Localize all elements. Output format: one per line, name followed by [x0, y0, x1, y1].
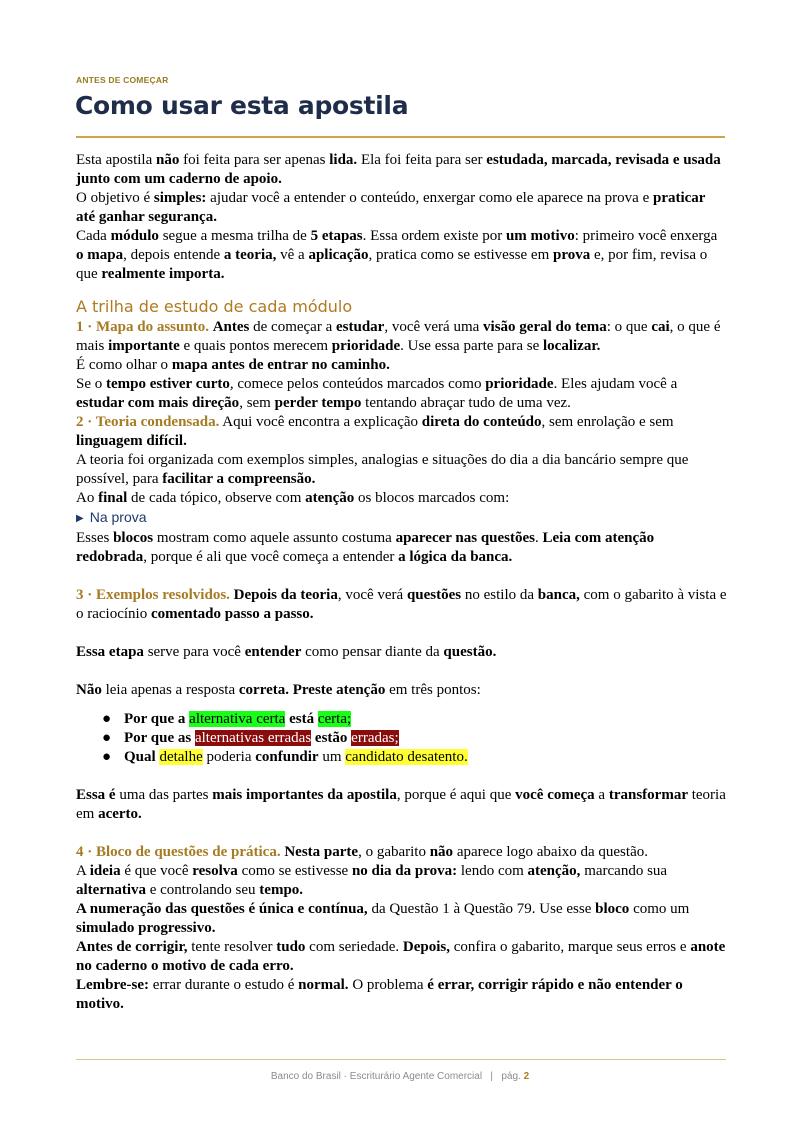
triangle-right-icon: ▶ [76, 513, 84, 524]
step4-paragraph-3: A numeração das questões é única e contínua, da Questão 1 à Questão 79. Use esse bloco como um simulado progressivo. [76, 901, 690, 936]
footer-text: Banco do Brasil · Escriturário Agente Comercial [270, 1071, 483, 1082]
title-divider [76, 136, 725, 138]
step2-paragraph-4: Esses blocos mostram como aquele assunto costuma aparecer nas questões. Leia com atenção redobrada, porque é ali que você começa a entender a lógica da banca. [76, 530, 655, 565]
step3-paragraph-3: Não leia apenas a resposta correta. Preste atenção em três pontos: [76, 682, 481, 698]
step4-paragraph-5: Lembre-se: errar durante o estudo é normal. O problema é errar, corrigir rápido e não entender o motivo. [76, 977, 683, 1012]
page-content [76, 151, 728, 1014]
step4-text-1: Nesta parte, o gabarito não aparece logo abaixo da questão. [284, 844, 648, 860]
step2-label: 2 · Teoria condensada. [76, 414, 220, 430]
step4-paragraph-4: Antes de corrigir, tente resolver tudo com seriedade. Depois, confira o gabarito, marque seus erros e anote no caderno o motivo de cada erro. [76, 939, 726, 974]
step1-paragraph-3: Se o tempo estiver curto, comece pelos conteúdos marcados como prioridade. Eles ajudam você a estudar com mais direção, sem perder tempo tentando abraçar tudo de uma vez. [76, 376, 678, 411]
attention-points-list [76, 710, 728, 767]
step3-paragraph-4: Essa é uma das partes mais importantes da apostila, porque é aqui que você começa a transformar teoria em acerto. [76, 787, 726, 822]
step2-paragraph-2: A teoria foi organizada com exemplos simples, analogias e situações do dia a dia bancário sempre que possível, para facilitar a compreensão. [76, 452, 689, 487]
step1-paragraph-2: É como olhar o mapa antes de entrar no caminho. [76, 357, 390, 373]
step2-paragraph-3: Ao final de cada tópico, observe com atenção os blocos marcados com: [76, 490, 510, 506]
step3-text-1: Depois da teoria, você verá questões no estilo da banca, com o gabarito à vista e o raciocínio comentado passo a passo. [76, 587, 727, 622]
step2-text-1: Aqui você encontra a explicação direta do conteúdo, sem enrolação e sem linguagem difícil. [76, 414, 674, 449]
step4-paragraph-1 [76, 843, 728, 862]
na-prova-label: Na prova [89, 509, 147, 525]
page-label: pág. [501, 1071, 521, 1082]
step3-paragraph-1 [76, 586, 728, 624]
list-item: ● Por que a alternativa certa está certa; [102, 711, 352, 727]
page-title: Como usar esta apostila [75, 91, 409, 120]
footer-separator: | [490, 1071, 493, 1082]
na-prova-marker [76, 508, 728, 529]
step3-label: 3 · Exemplos resolvidos. [76, 587, 230, 603]
section-kicker: ANTES DE COMEÇAR [76, 75, 169, 85]
intro-paragraph-2: O objetivo é simples: ajudar você a entender o conteúdo, enxergar como ele aparece na prova e praticar até ganhar segurança. [76, 190, 706, 225]
intro-paragraph-3: Cada módulo segue a mesma trilha de 5 etapas. Essa ordem existe por um motivo: primeiro você enxerga o mapa, depois entende a teoria, vê a aplicação, pratica como se estivesse em prova e, por fim, revisa o que realmente importa. [76, 228, 718, 282]
page-number: 2 [523, 1071, 530, 1082]
step3-paragraph-2: Essa etapa serve para você entender como pensar diante da questão. [76, 644, 497, 660]
list-item: ● Qual detalhe poderia confundir um candidato desatento. [102, 749, 468, 765]
step4-paragraph-2: A ideia é que você resolva como se estivesse no dia da prova: lendo com atenção, marcando sua alternativa e controlando seu tempo. [76, 863, 668, 898]
page-footer [0, 1071, 800, 1082]
list-item: ● Por que as alternativas erradas estão erradas; [102, 730, 399, 746]
step1-paragraph-1 [76, 318, 728, 356]
step4-label: 4 · Bloco de questões de prática. [76, 844, 281, 860]
step1-label: 1 · Mapa do assunto. [76, 319, 209, 335]
section-heading: A trilha de estudo de cada módulo [76, 297, 353, 316]
step1-text-1: Antes de começar a estudar, você verá uma visão geral do tema: o que cai, o que é mais importante e quais pontos merecem prioridade. Use essa parte para se localizar. [76, 319, 721, 354]
footer-divider [76, 1059, 726, 1060]
step2-paragraph-1 [76, 413, 728, 451]
intro-paragraph-1: Esta apostila não foi feita para ser apenas lida. Ela foi feita para ser estudada, marcada, revisada e usada junto com um caderno de apoio. [76, 152, 721, 187]
